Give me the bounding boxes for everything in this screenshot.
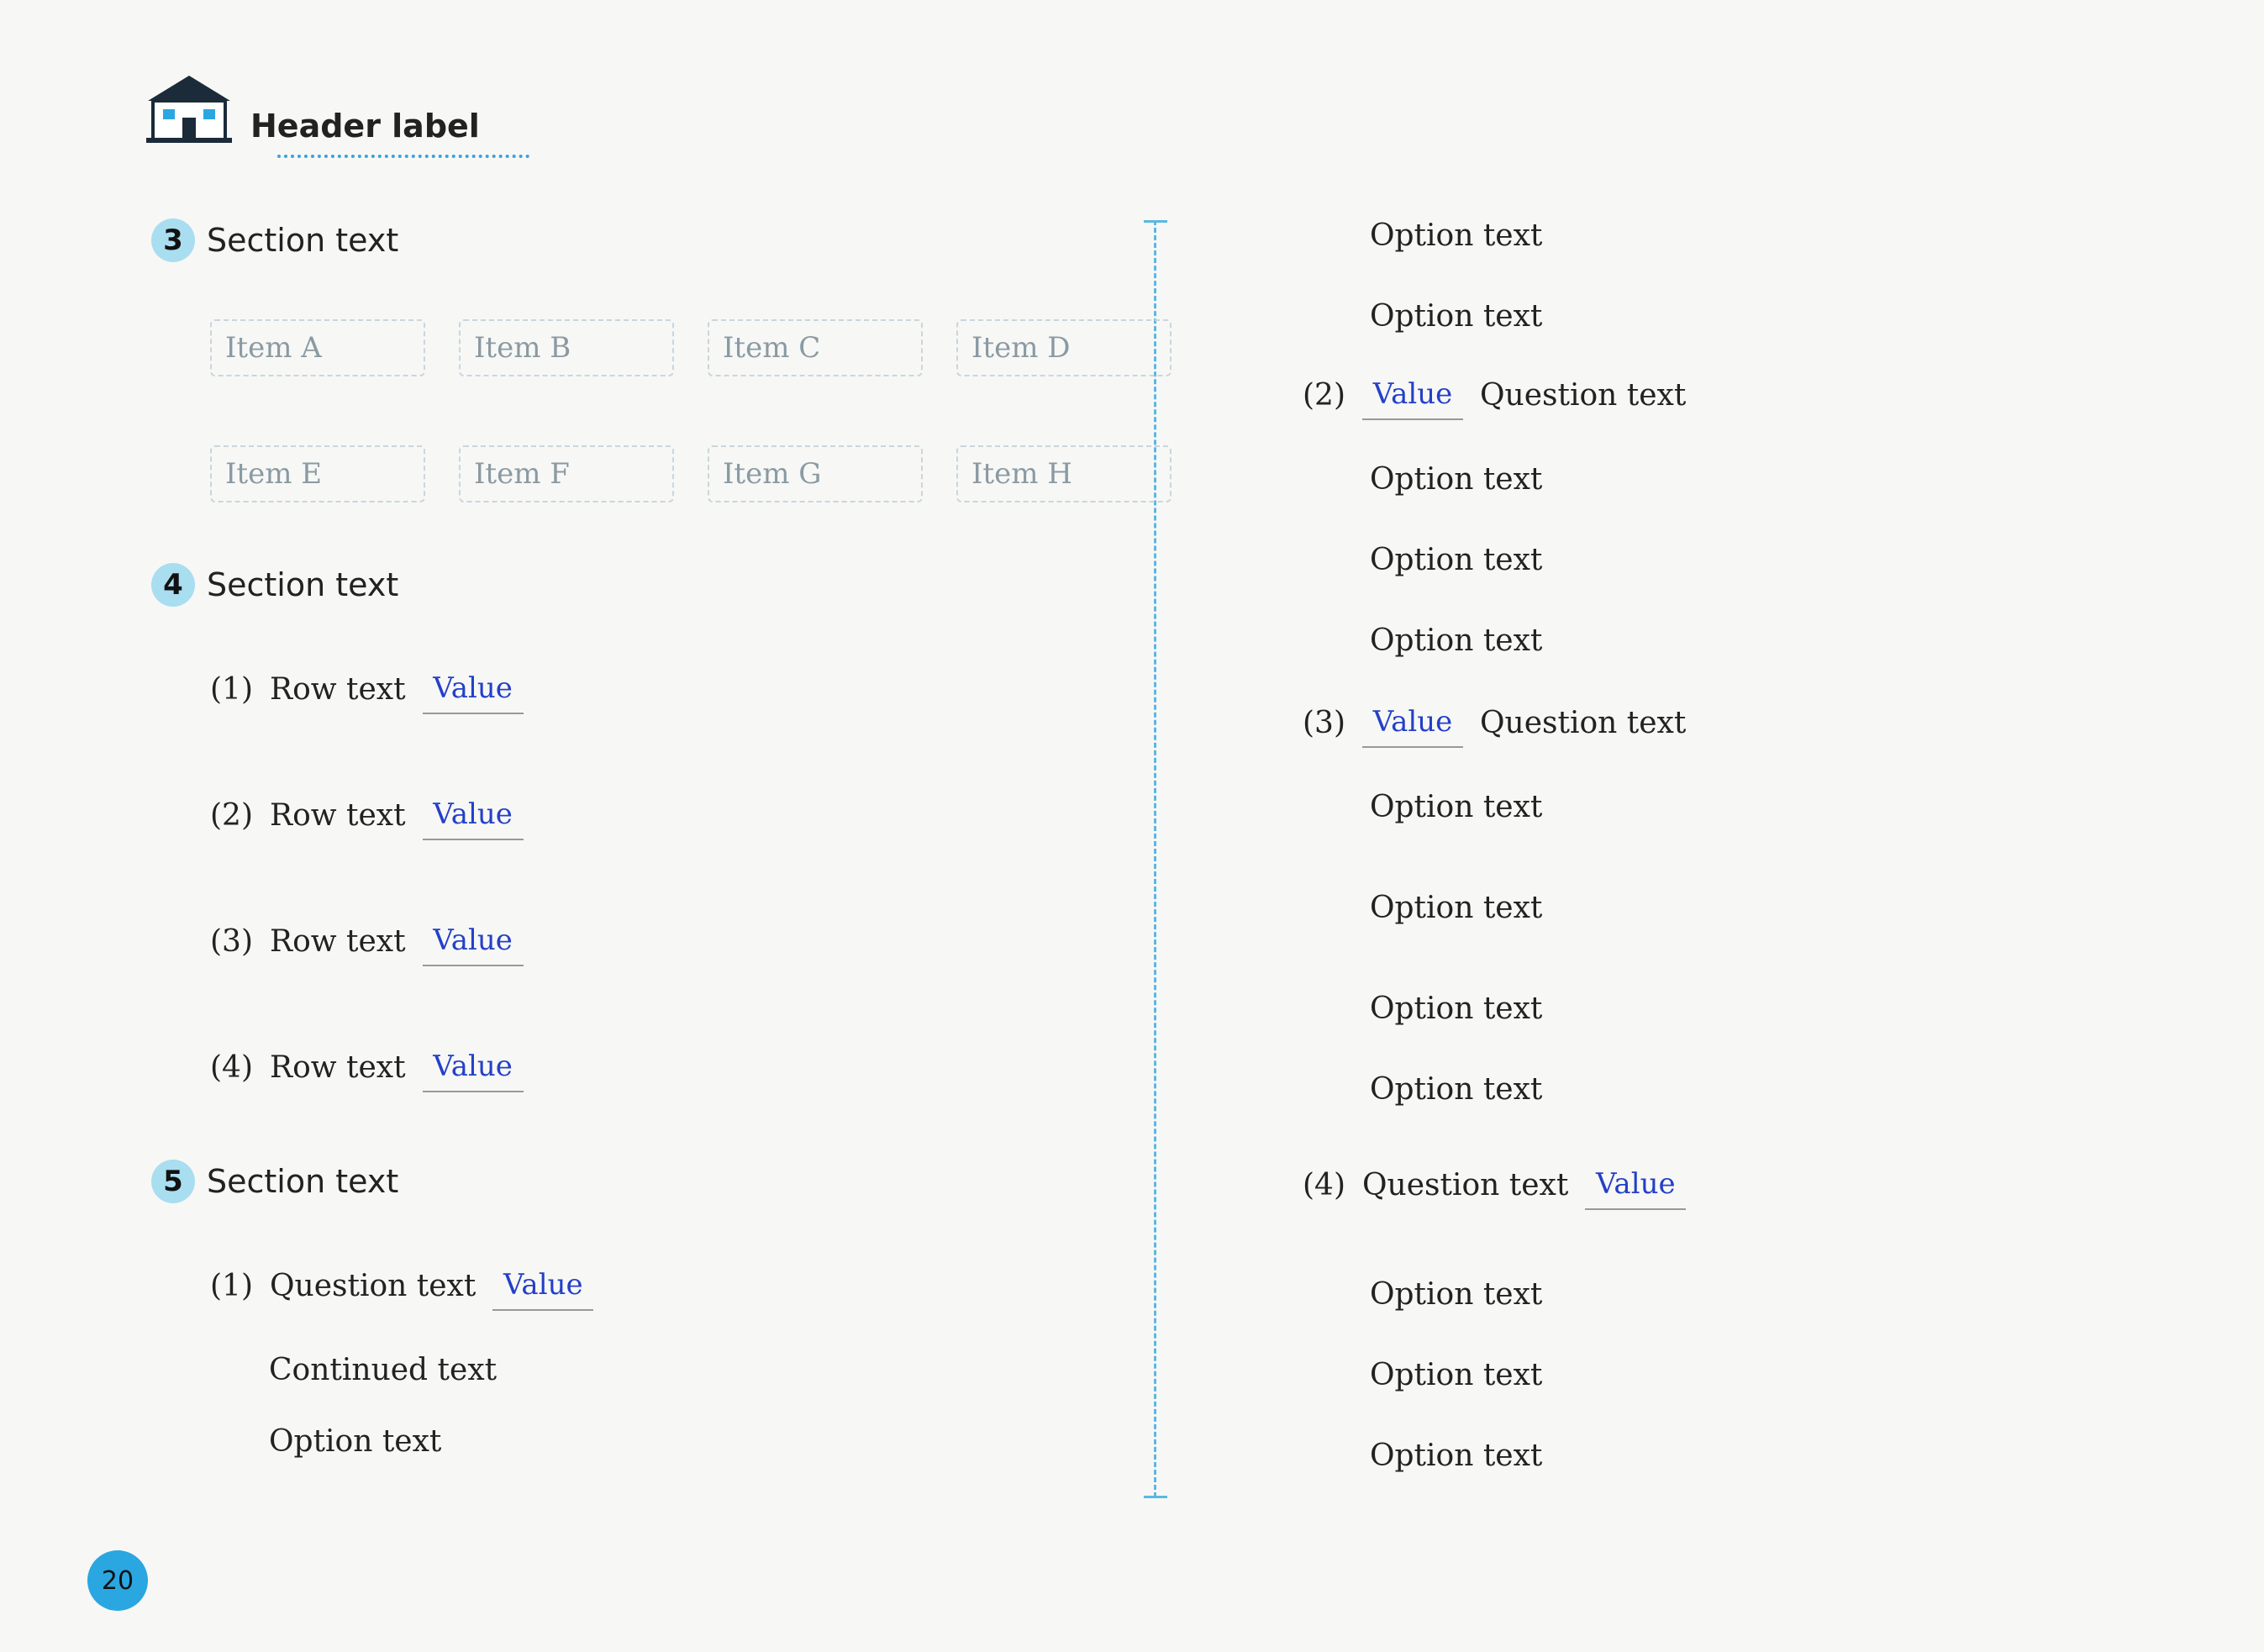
option-a[interactable]: Option text: [1370, 1277, 1543, 1312]
section-5-heading: [151, 1160, 398, 1203]
answer-blank[interactable]: Value: [1362, 697, 1463, 748]
option-c[interactable]: Option text: [1370, 623, 1543, 658]
choice-question: [1303, 697, 1686, 748]
fill-item: [210, 664, 524, 714]
choice-question: [1303, 1160, 1686, 1210]
column-divider: [1154, 220, 1156, 1497]
option-a[interactable]: Option text: [1370, 790, 1543, 824]
answer-blank[interactable]: Value: [1585, 1160, 1686, 1210]
answer-blank[interactable]: Value: [423, 664, 524, 714]
option-c[interactable]: Option text: [1370, 992, 1543, 1026]
exercise-cell: Item C: [708, 319, 923, 376]
option-c[interactable]: Option text: [1370, 299, 1543, 334]
school-building-icon: [143, 72, 235, 145]
item-text: Question text: [1480, 705, 1687, 740]
section-4-heading: [151, 563, 398, 607]
item-text: Continued text: [269, 1353, 498, 1387]
item-label: (1): [210, 1268, 253, 1303]
item-text: Question text: [270, 1268, 476, 1303]
divider-cap-top: [1144, 220, 1167, 223]
option-d[interactable]: Option text: [1370, 1072, 1543, 1107]
page-number: 20: [87, 1550, 148, 1611]
section-number-badge: 4: [151, 563, 195, 607]
brand-underline: [277, 155, 529, 158]
choice-question: [1303, 370, 1686, 420]
answer-blank[interactable]: Value: [492, 1260, 593, 1311]
section-title: Section text: [207, 566, 399, 603]
option-b[interactable]: Option text: [1370, 891, 1543, 925]
exercise-cell: Item G: [708, 445, 923, 502]
divider-cap-bottom: [1144, 1496, 1167, 1498]
item-text: Row text: [270, 797, 406, 833]
left-column: [151, 202, 1109, 1496]
option-b[interactable]: Option text: [1370, 218, 1543, 253]
item-text: Row text: [270, 923, 406, 959]
fill-item: [210, 1042, 524, 1092]
answer-blank[interactable]: Value: [423, 1042, 524, 1092]
fill-item: [210, 916, 524, 966]
choice-question: [210, 1260, 593, 1311]
section-title: Section text: [207, 1163, 399, 1200]
option-b[interactable]: Option text: [1370, 1358, 1543, 1392]
answer-blank[interactable]: Value: [423, 790, 524, 840]
exercise-cell: Item A: [210, 319, 425, 376]
exercise-cell: Item F: [459, 445, 674, 502]
exercise-row-1: [210, 319, 1171, 376]
item-label: (4): [1303, 1167, 1345, 1202]
section-title: Section text: [207, 222, 399, 259]
item-text: Question text: [1480, 377, 1687, 413]
exercise-row-2: [210, 445, 1171, 502]
exercise-cell: Item E: [210, 445, 425, 502]
item-label: (3): [210, 923, 253, 959]
item-label: (4): [210, 1050, 253, 1085]
right-column: [1303, 202, 2168, 1496]
answer-blank[interactable]: Value: [423, 916, 524, 966]
question-continuation: [269, 1353, 497, 1387]
exercise-cell: Item D: [956, 319, 1171, 376]
option-a[interactable]: Option text: [1370, 462, 1543, 497]
item-label: (2): [210, 797, 253, 833]
page-header: [143, 72, 480, 145]
item-label: (2): [1303, 377, 1345, 413]
answer-blank[interactable]: Value: [1362, 370, 1463, 420]
option-a[interactable]: Option text: [269, 1424, 442, 1459]
item-text: Row text: [270, 1050, 406, 1085]
section-number-badge: 5: [151, 1160, 195, 1203]
option-c[interactable]: Option text: [1370, 1439, 1543, 1473]
section-number-badge: 3: [151, 218, 195, 262]
exercise-cell: Item B: [459, 319, 674, 376]
item-text: Row text: [270, 671, 406, 707]
exercise-cell: Item H: [956, 445, 1171, 502]
brand-title: Header label: [250, 108, 480, 145]
item-label: (1): [210, 671, 253, 707]
section-3-heading: [151, 218, 398, 262]
item-label: (3): [1303, 705, 1345, 740]
item-text: Question text: [1362, 1167, 1569, 1202]
option-b[interactable]: Option text: [1370, 543, 1543, 577]
fill-item: [210, 790, 524, 840]
